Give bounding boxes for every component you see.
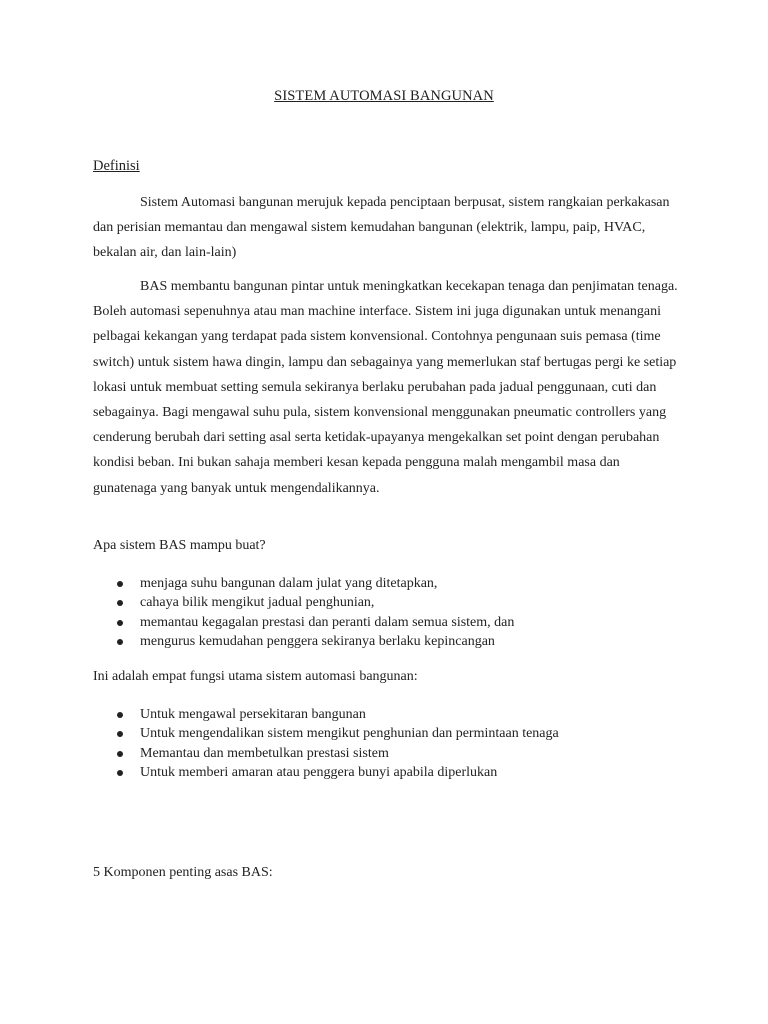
bas-benefits-paragraph-text: BAS membantu bangunan pintar untuk meningkatkan kecekapan tenaga dan penjimatan tenaga. Boleh automasi sepenuhnya atau man machine interface. Sistem ini juga digunakan untuk menangani pelbagai kekangan yang terdapat pada sistem konvensional. Contohnya pengunaan suis pemasa (time switch) untuk sistem hawa dingin, lampu dan sebagainya yang memerlukan staf bertugas pergi ke setiap lokasi untuk membuat setting semula sekiranya berlaku perubahan pada jadual penggunaan, cuti dan sebagainya. Bagi mengawal suhu pula, sistem konvensional menggunakan pneumatic controllers yang cenderung berubah dari setting asal serta ketidak-upayanya mengekalkan set point dengan perubahan kondisi beban. Ini bukan sahaja memberi kesan kepada pengguna malah mengambil masa dan gunatenaga yang banyak untuk mengendalikannya.: [93, 279, 678, 496]
list-item: [93, 705, 559, 724]
list-item: [93, 593, 514, 612]
bullet-icon: [117, 639, 123, 645]
definition-paragraph: [93, 190, 678, 266]
bullet-icon: [117, 581, 123, 587]
list-item: [93, 574, 514, 593]
document-title: SISTEM AUTOMASI BANGUNAN: [274, 88, 494, 104]
definition-heading: Definisi: [93, 158, 140, 174]
list-item: [93, 744, 559, 763]
list-item-text: Untuk memberi amaran atau penggera bunyi apabila diperlukan: [140, 765, 498, 781]
bullet-icon: [117, 600, 123, 606]
capabilities-list: [93, 574, 514, 652]
list-item-text: cahaya bilik mengikut jadual penghunian,: [140, 595, 375, 611]
bullet-icon: [117, 620, 123, 626]
list-item-text: menjaga suhu bangunan dalam julat yang ditetapkan,: [140, 576, 438, 591]
definition-paragraph-text: Sistem Automasi bangunan merujuk kepada penciptaan berpusat, sistem rangkaian perkakasan dan perisian memantau dan mengawal sistem kemudahan bangunan (elektrik, lampu, paip, HVAC, bekalan air, dan lain-lain): [93, 195, 670, 261]
bullet-icon: [117, 712, 123, 718]
main-functions-intro: Ini adalah empat fungsi utama sistem automasi bangunan:: [93, 669, 418, 684]
bas-benefits-paragraph: [93, 274, 678, 501]
capabilities-question: Apa sistem BAS mampu buat?: [93, 538, 266, 553]
list-item-text: Untuk mengendalikan sistem mengikut penghunian dan permintaan tenaga: [140, 726, 559, 742]
bullet-icon: [117, 770, 123, 776]
list-item-text: mengurus kemudahan penggera sekiranya berlaku kepincangan: [140, 634, 495, 650]
list-item-text: Memantau dan membetulkan prestasi sistem: [140, 745, 389, 761]
list-item-text: memantau kegagalan prestasi dan peranti dalam semua sistem, dan: [140, 614, 515, 630]
main-functions-list: [93, 705, 559, 783]
list-item: [93, 613, 514, 632]
list-item: [93, 724, 559, 743]
bullet-icon: [117, 731, 123, 737]
list-item-text: Untuk mengawal persekitaran bangunan: [140, 707, 366, 722]
components-heading: 5 Komponen penting asas BAS:: [93, 865, 273, 880]
list-item: [93, 763, 559, 782]
list-item: [93, 632, 514, 651]
bullet-icon: [117, 751, 123, 757]
